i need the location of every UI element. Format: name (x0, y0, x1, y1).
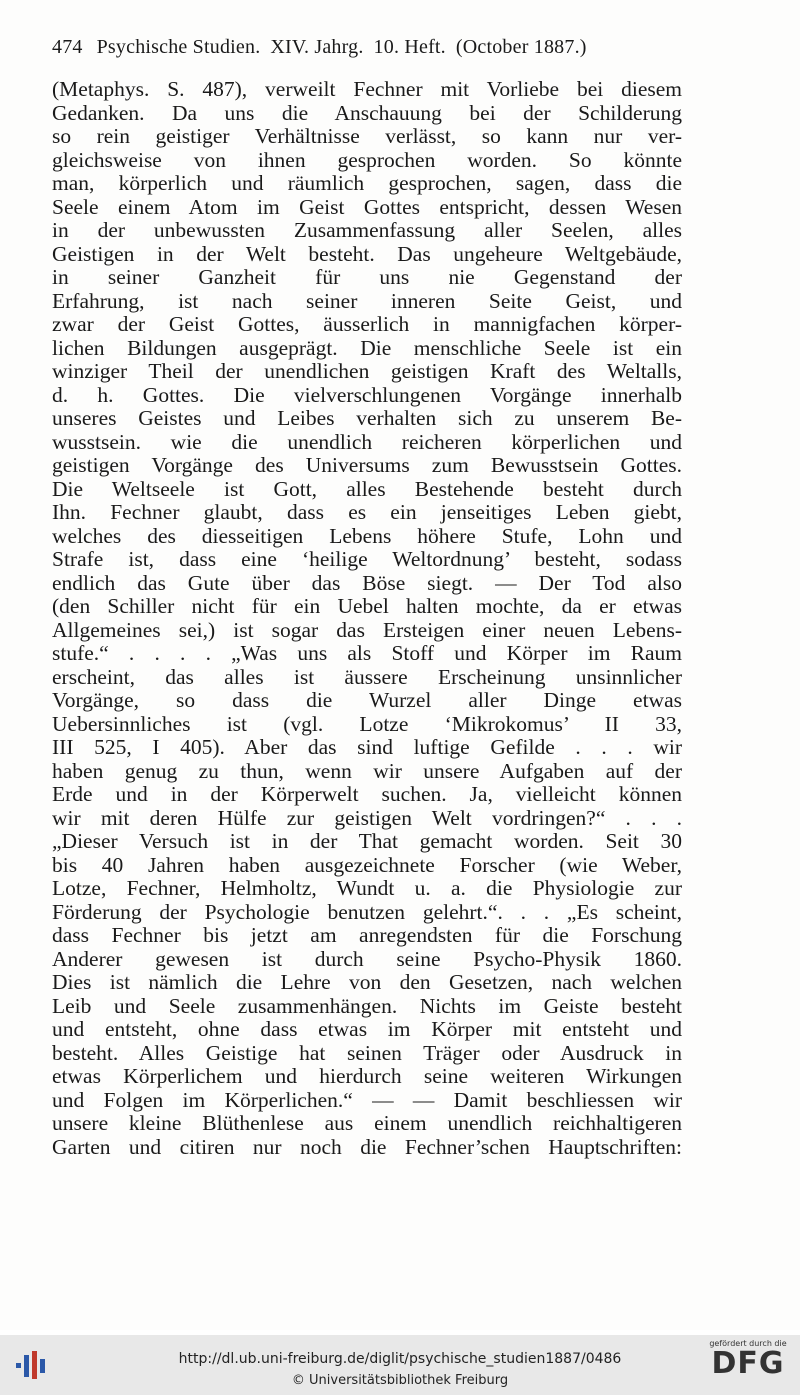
text-line: zwar der Geist Gottes, äusserlich in mannigfachen körper- (52, 312, 682, 336)
text-line: wusstsein. wie die unendlich reicheren körperlichen und (52, 429, 682, 454)
text-line: lichen Bildungen ausgeprägt. Die menschliche Seele ist ein (52, 335, 682, 360)
text-line: unsere kleine Blüthenlese aus einem unendlich reichhaltigeren (52, 1111, 682, 1135)
text-line: Strafe ist, dass eine ‘heilige Weltordnung’ besteht, sodass (52, 547, 682, 571)
text-line: Geistigen in der Welt besteht. Das ungeheure Weltgebäude, (52, 241, 682, 266)
text-line: Allgemeines sei,) ist sogar das Ersteigen einer neuen Lebens- (52, 617, 682, 642)
text-line: Ihn. Fechner glaubt, dass es ein jenseitiges Leben giebt, (52, 500, 682, 524)
volume: XIV. Jahrg. (270, 36, 364, 58)
text-line: Erde und in der Körperwelt suchen. Ja, vielleicht können (52, 782, 682, 806)
text-line: Garten und citiren nur noch die Fechner’schen Hauptschriften: (52, 1134, 682, 1159)
text-line: etwas Körperlichem und hierdurch seine weiteren Wirkungen (52, 1064, 682, 1088)
text-line: Dies ist nämlich die Lehre von den Gesetzen, nach welchen (52, 970, 682, 994)
text-line: Gedanken. Da uns die Anschauung bei der Schilderung (52, 100, 682, 125)
text-line: Seele einem Atom im Geist Gottes entspricht, dessen Wesen (52, 194, 682, 219)
text-line: geistigen Vorgänge des Universums zum Bewusstsein Gottes. (52, 453, 682, 477)
text-line: Erfahrung, ist nach seiner inneren Seite Geist, und (52, 288, 682, 313)
text-line: Leib und Seele zusammenhängen. Nichts im Geiste besteht (52, 993, 682, 1018)
dfg-wordmark: DFG (711, 1346, 785, 1381)
text-line: und entsteht, ohne dass etwas im Körper mit entsteht und (52, 1017, 682, 1041)
text-line: so rein geistiger Verhältnisse verlässt, so kann nur ver- (52, 124, 682, 148)
text-line: Vorgänge, so dass die Wurzel aller Dinge etwas (52, 688, 682, 712)
text-line: Die Weltseele ist Gott, alles Bestehende besteht durch (52, 476, 682, 501)
footer-bar (0, 1335, 800, 1395)
text-line: (Metaphys. S. 487), verweilt Fechner mit Vorliebe bei diesem (52, 77, 682, 101)
text-line: besteht. Alles Geistige hat seinen Träger oder Ausdruck in (52, 1040, 682, 1065)
body-text (52, 78, 682, 1159)
text-line: Uebersinnliches ist (vgl. Lotze ‘Mikrokomus’ II 33, (52, 711, 682, 736)
text-line: endlich das Gute über das Böse siegt. — Der Tod also (52, 570, 682, 595)
permalink-url[interactable]: http://dl.ub.uni-freiburg.de/diglit/psychische_studien1887/0486 (178, 1351, 622, 1367)
text-line: haben genug zu thun, wenn wir unsere Aufgaben auf der (52, 758, 682, 783)
text-line: und Folgen im Körperlichen.“ — — Damit beschliessen wir (52, 1087, 682, 1112)
text-line: III 525, I 405). Aber das sind luftige Gefilde . . . wir (52, 735, 682, 759)
text-line: (den Schiller nicht für ein Uebel halten mochte, da er etwas (52, 594, 682, 618)
text-line: wir mit deren Hülfe zur geistigen Welt vordringen?“ . . . (52, 805, 682, 830)
dfg-logo (706, 1339, 790, 1393)
text-line: in seiner Ganzheit für uns nie Gegenstand der (52, 265, 682, 289)
sponsor-caption: gefördert durch die (709, 1339, 787, 1348)
text-line: man, körperlich und räumlich gesprochen, sagen, dass die (52, 171, 682, 195)
issue-date: (October 1887.) (455, 36, 587, 58)
text-line: welches des diesseitigen Lebens höhere Stufe, Lohn und (52, 523, 682, 548)
text-line: erscheint, das alles ist äussere Erscheinung unsinnlicher (52, 664, 682, 689)
text-line: dass Fechner bis jetzt am anregendsten für die Forschung (52, 923, 682, 947)
text-line: stufe.“ . . . . „Was uns als Stoff und Körper im Raum (52, 641, 682, 665)
text-line: Anderer gewesen ist durch seine Psycho-Physik 1860. (52, 946, 682, 971)
text-line: unseres Geistes und Leibes verhalten sich zu unserem Be- (52, 406, 682, 430)
text-line: bis 40 Jahren haben ausgezeichnete Forscher (wie Weber, (52, 852, 682, 877)
text-line: „Dieser Versuch ist in der That gemacht worden. Seit 30 (52, 829, 682, 853)
text-line: d. h. Gottes. Die vielverschlungenen Vorgänge innerhalb (52, 382, 682, 407)
copyright-text: © Universitätsbibliothek Freiburg (291, 1373, 509, 1388)
text-line: winziger Theil der unendlichen geistigen Kraft des Weltalls, (52, 359, 682, 383)
page-number: 474 (52, 36, 83, 58)
issue: 10. Heft. (373, 36, 446, 58)
running-header (52, 36, 692, 59)
text-line: Förderung der Psychologie benutzen gelehrt.“. . . „Es scheint, (52, 899, 682, 924)
text-line: gleichsweise von ihnen gesprochen worden. So könnte (52, 147, 682, 172)
journal-title: Psychische Studien. (96, 36, 261, 58)
text-line: in der unbewussten Zusammenfassung aller Seelen, alles (52, 218, 682, 242)
text-line: Lotze, Fechner, Helmholtz, Wundt u. a. die Physiologie zur (52, 876, 682, 900)
